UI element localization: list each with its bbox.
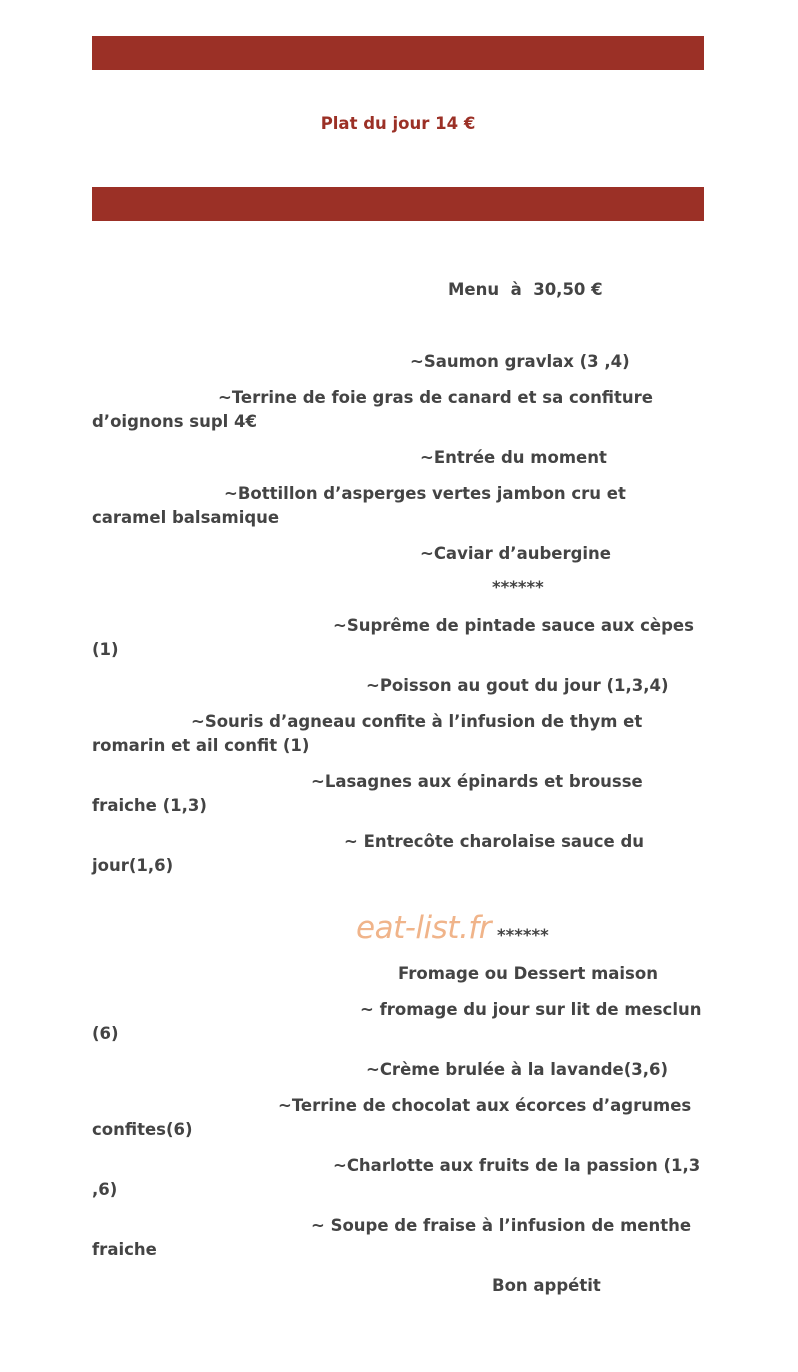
plat-item: ~Souris d’agneau confite à l’infusion de thym et romarin et ail confit (1) — [92, 712, 648, 755]
menu-title: Menu à 30,50 € — [448, 280, 603, 299]
dessert-item: ~Terrine de chocolat aux écorces d’agrumes confites(6) — [92, 1096, 697, 1139]
watermark-logo: eat-list.fr — [356, 910, 491, 946]
entree-item: ~Saumon gravlax (3 ,4) — [410, 352, 630, 371]
plat-item: ~ Entrecôte charolaise sauce du jour(1,6) — [92, 832, 650, 875]
dessert-item: ~Crème brulée à la lavande(3,6) — [366, 1060, 669, 1079]
entree-item: ~Terrine de foie gras de canard et sa confiture d’oignons supl 4€ — [92, 388, 659, 431]
plat-item: ~Suprême de pintade sauce aux cèpes (1) — [92, 616, 700, 659]
entree-item: ~Bottillon d’asperges vertes jambon cru et caramel balsamique — [92, 484, 632, 527]
entree-item: ~Caviar d’aubergine — [420, 544, 611, 563]
plat-item: ~Poisson au gout du jour (1,3,4) — [366, 676, 669, 695]
separator: ****** — [497, 926, 549, 945]
top-red-bar — [92, 36, 704, 70]
separator: ****** — [492, 578, 544, 597]
dessert-item: ~ fromage du jour sur lit de mesclun (6) — [92, 1000, 708, 1043]
dessert-item: ~Charlotte aux fruits de la passion (1,3 ,6) — [92, 1156, 706, 1199]
second-red-bar — [92, 187, 704, 221]
entree-item: ~Entrée du moment — [420, 448, 607, 467]
dessert-item: ~ Soupe de fraise à l’infusion de menthe fraiche — [92, 1216, 697, 1259]
dessert-title: Fromage ou Dessert maison — [398, 964, 658, 983]
plat-item: ~Lasagnes aux épinards et brousse fraiche (1,3) — [92, 772, 649, 815]
closing-text: Bon appétit — [492, 1276, 601, 1295]
plat-du-jour: Plat du jour 14 € — [320, 114, 476, 133]
